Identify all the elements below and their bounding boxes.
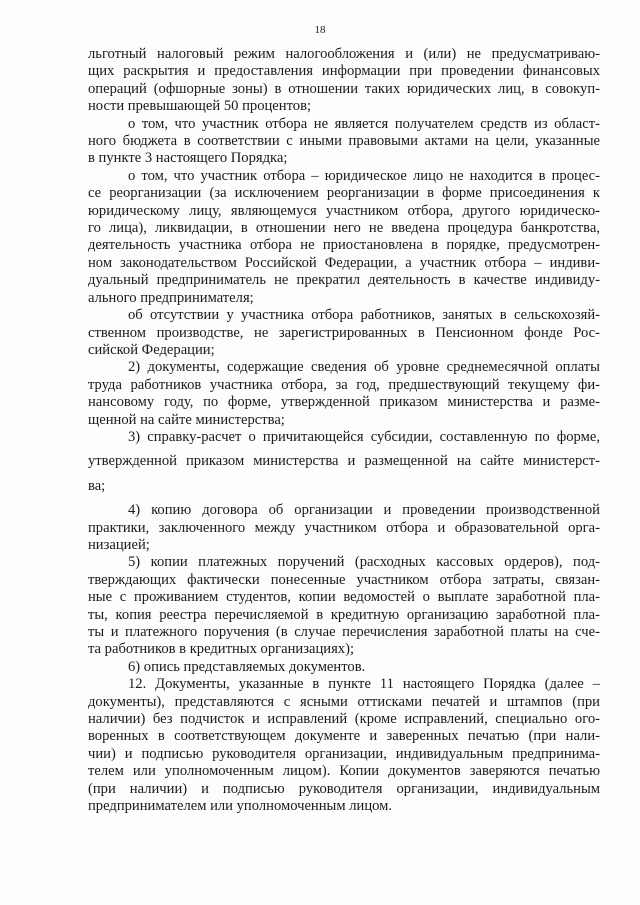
text-line: ные с проживанием студентов, копии ведомостей о выплате заработной пла-	[88, 589, 600, 606]
text-line: се реорганизации (за исключением реорганизации в форме присоединения к	[88, 185, 600, 202]
text-line: о том, что участник отбора – юридическое лицо не находится в процес-	[128, 167, 600, 184]
text-line: 3) справку-расчет о причитающейся субсидии, составленную по форме,	[128, 428, 600, 445]
text-line: о том, что участник отбора не является получателем средств из област-	[128, 115, 600, 132]
text-line: утвержденной приказом министерства и размещенной на сайте министерст-	[88, 453, 600, 470]
text-line: щенной на сайте министерства;	[88, 411, 285, 428]
text-line: чии) и подписью руководителя организации, индивидуальным предпринима-	[88, 745, 600, 762]
text-line: наличии) без подчисток и исправлений (кроме исправлений, специально ого-	[88, 711, 600, 728]
page-number: 18	[314, 24, 326, 36]
text-line: ного бюджета в соответствии с иными правовыми актами на цели, указанные	[88, 133, 600, 150]
text-line: труда работников участника отбора, за год, предшествующий текущему фи-	[88, 376, 600, 393]
text-line: щих раскрытия и предоставления информации при проведении финансовых	[88, 63, 600, 80]
text-line: предпринимателем или уполномоченным лицом.	[88, 798, 393, 815]
text-line: низацией;	[88, 536, 150, 553]
text-line: ности превышающей 50 процентов;	[88, 98, 312, 115]
text-line: дуальный предприниматель не прекратил деятельность в качестве индивиду-	[88, 272, 600, 289]
text-line: льготный налоговый режим налогообложения и (или) не предусматриваю-	[88, 46, 600, 62]
text-line: операций (офшорные зоны) в отношении таких юридических лиц, в совокуп-	[88, 80, 600, 97]
text-line: об отсутствии у участника отбора работников, занятых в сельскохозяй-	[128, 307, 600, 324]
paragraph-gap	[88, 495, 600, 502]
document-body	[88, 46, 600, 815]
paragraph-gap	[88, 471, 600, 478]
text-line: телем или уполномоченным лицом). Копии документов заверяются печатью	[88, 763, 600, 780]
text-line: документы), представляются с ясными оттисками печатей и штампов (при	[88, 693, 600, 710]
text-line: та работников в кредитных организациях);	[88, 641, 355, 658]
text-line: ального предпринимателя;	[88, 289, 254, 306]
text-line: 5) копии платежных поручений (расходных кассовых ордеров), под-	[128, 554, 600, 571]
text-line: воренных в соответствующем документе и заверенных печатью (при нали-	[88, 728, 600, 745]
text-line: ном законодательством Российской Федерации, а участник отбора – индиви-	[88, 254, 600, 271]
text-line: деятельность участника отбора не приостановлена в порядке, предусмотрен-	[88, 237, 600, 254]
text-line: 4) копию договора об организации и проведении производственной	[128, 502, 600, 519]
text-line: го лица), ликвидации, в отношении него не введена процедура банкротства,	[88, 220, 600, 237]
text-line: нансовому году, по форме, утвержденной приказом министерства и разме-	[88, 394, 600, 411]
text-line: сийской Федерации;	[88, 341, 215, 358]
text-line: практики, заключенного между участником отбора и образовательной орга-	[88, 519, 600, 536]
text-line: ты, копия реестра перечисляемой в кредитную организацию заработной пла-	[88, 606, 600, 623]
text-line: в пункте 3 настоящего Порядка;	[88, 150, 288, 167]
text-line: 6) опись представляемых документов.	[128, 658, 366, 675]
text-line: (при наличии) и подписью руководителя организации, индивидуальным	[88, 780, 600, 797]
paragraph-gap	[88, 446, 600, 453]
text-line: тверждающих фактически понесенные участником отбора затраты, связан-	[88, 571, 600, 588]
text-line: ты и платежного поручения (в случае перечисления заработной платы на сче-	[88, 624, 600, 640]
text-line: ственном производстве, не зарегистрированных в Пенсионном фонде Рос-	[88, 324, 600, 341]
text-line: юридическому лицу, являющемуся участником отбора, другого юридическо-	[88, 202, 600, 219]
text-line: ва;	[88, 477, 106, 494]
text-line: 2) документы, содержащие сведения об уровне среднемесячной оплаты	[128, 359, 600, 376]
text-line: 12. Документы, указанные в пункте 11 настоящего Порядка (далее –	[128, 676, 600, 693]
